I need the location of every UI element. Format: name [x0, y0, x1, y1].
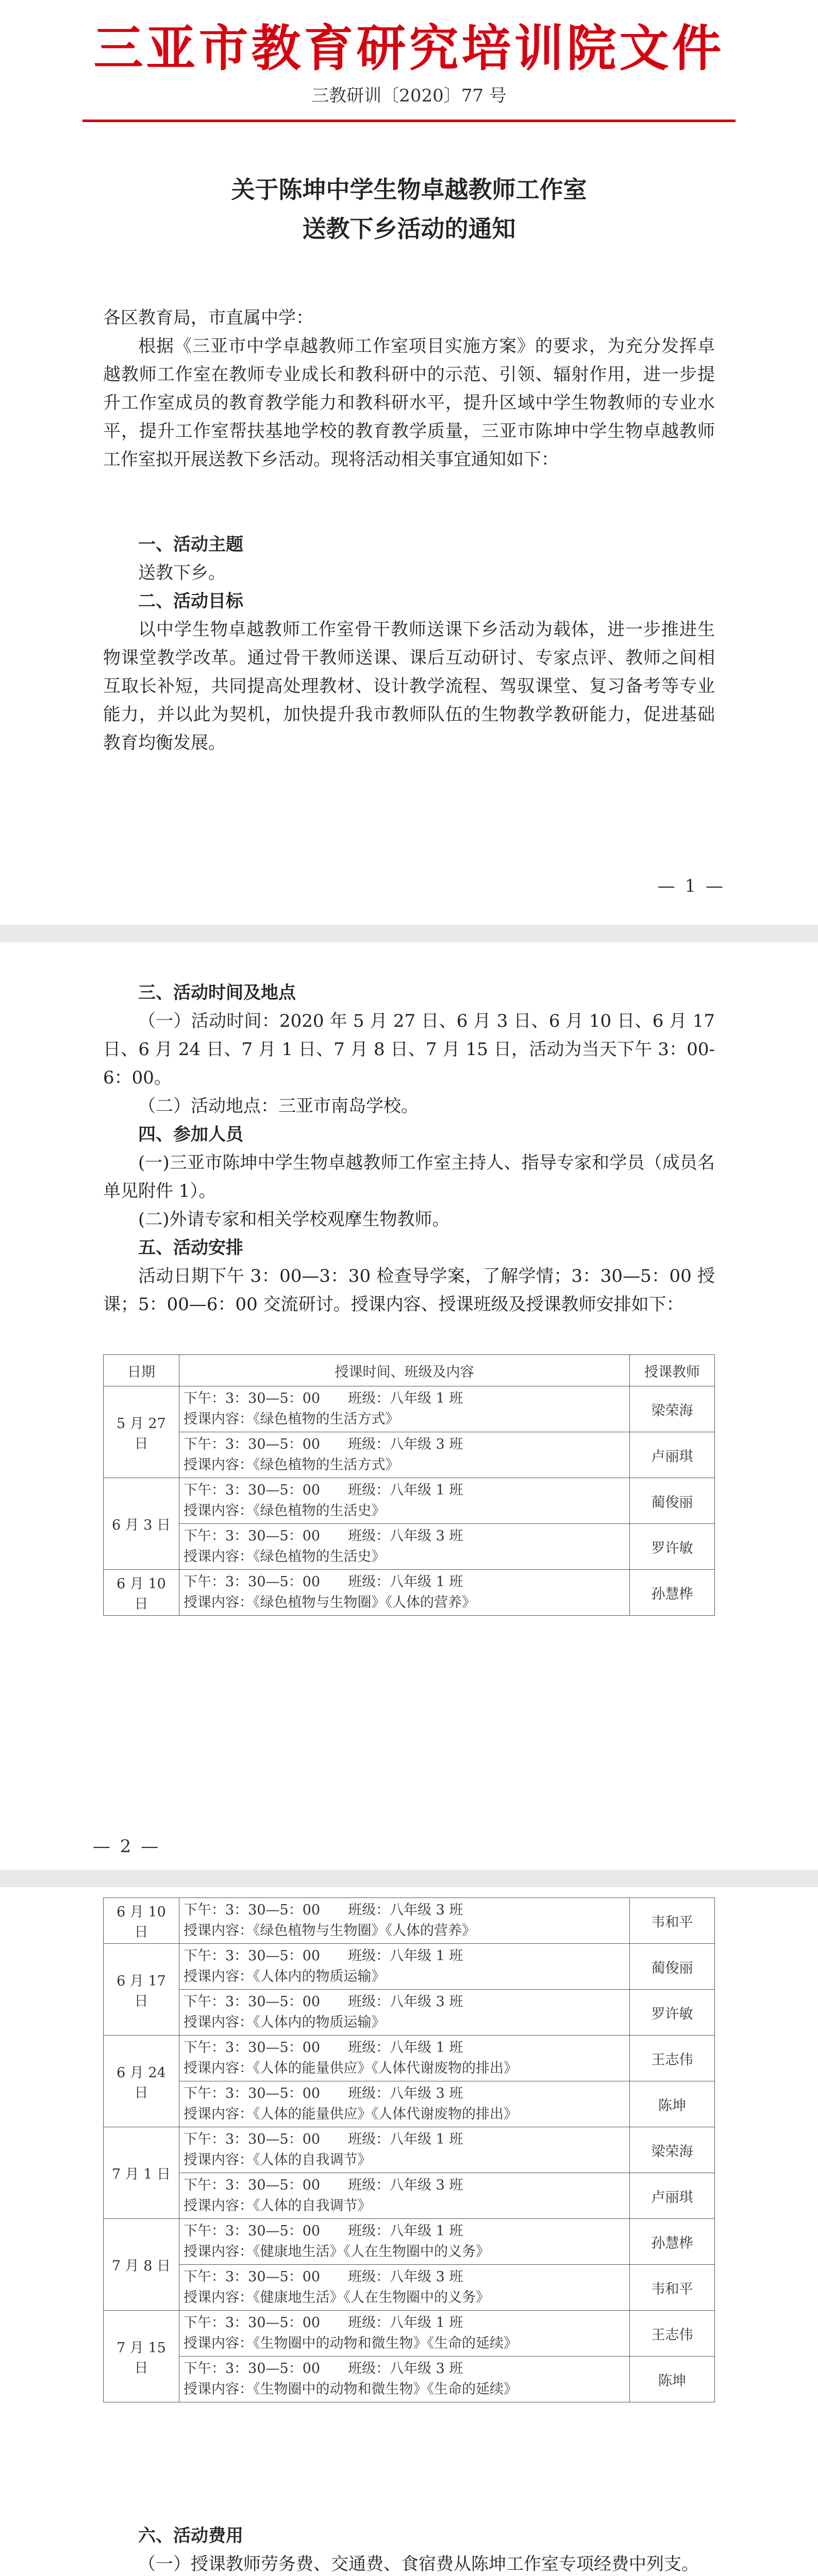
lesson-content: 授课内容：《人体内的物质运输》	[183, 2014, 386, 2030]
page-separator	[0, 925, 818, 942]
lesson-time-class: 下午：3：30—5：00 班级：八年级 1 班	[183, 2315, 463, 2331]
schedule-teacher-cell: 罗许敏	[630, 1990, 715, 2036]
schedule-teacher-cell: 梁荣海	[630, 1386, 715, 1432]
section-2-title: 二、活动目标	[138, 591, 243, 612]
lesson-content: 授课内容：《生物圈中的动物和微生物》《生命的延续》	[183, 2381, 517, 2397]
lesson-content: 授课内容：《绿色植物与生物圈》《人体的营养》	[183, 1595, 476, 1611]
lesson-time-class: 下午：3：30—5：00 班级：八年级 1 班	[183, 1482, 463, 1498]
schedule-teacher-cell: 韦和平	[630, 2265, 715, 2311]
lesson-content: 授课内容：《绿色植物的生活史》	[183, 1503, 386, 1519]
lesson-time-class: 下午：3：30—5：00 班级：八年级 1 班	[183, 2131, 463, 2147]
lesson-content: 授课内容：《生物圈中的动物和微生物》《生命的延续》	[183, 2335, 517, 2351]
table-row	[104, 2127, 715, 2173]
table-row	[104, 1898, 715, 1944]
page-2	[0, 942, 818, 1870]
schedule-lesson-cell	[179, 1478, 630, 1524]
col-header-lesson: 授课时间、班级及内容	[179, 1355, 630, 1386]
red-divider-line	[82, 120, 736, 122]
schedule-lesson-cell	[179, 1570, 630, 1616]
page-3	[0, 1887, 818, 2576]
lesson-content: 授课内容：《人体的能量供应》《人体代谢废物的排出》	[183, 2106, 517, 2122]
schedule-teacher-cell: 韦和平	[630, 1898, 715, 1944]
document-title-line1: 关于陈坤中学生物卓越教师工作室	[231, 176, 587, 204]
schedule-lesson-cell	[179, 2219, 630, 2265]
lesson-time-class: 下午：3：30—5：00 班级：八年级 3 班	[183, 1436, 463, 1452]
schedule-teacher-cell: 陈坤	[630, 2357, 715, 2402]
lesson-time-class: 下午：3：30—5：00 班级：八年级 1 班	[183, 2223, 463, 2239]
table-row	[104, 1524, 715, 1570]
schedule-lesson-cell	[179, 1990, 630, 2036]
table-header-row	[104, 1355, 715, 1386]
section-3-title: 三、活动时间及地点	[138, 982, 296, 1003]
table-row	[104, 2219, 715, 2265]
schedule-teacher-cell: 蔺俊丽	[630, 1944, 715, 1990]
section-4-p1: (一)三亚市陈坤中学生物卓越教师工作室主持人、指导专家和学员（成员名单见附件 1）。	[103, 1153, 715, 1201]
schedule-teacher-cell: 卢丽琪	[630, 2173, 715, 2219]
schedule-date-cell: 7 月 15 日	[104, 2311, 179, 2402]
lesson-time-class: 下午：3：30—5：00 班级：八年级 1 班	[183, 1391, 463, 1406]
section-4-title: 四、参加人员	[138, 1124, 243, 1145]
table-row	[104, 1386, 715, 1432]
lesson-content: 授课内容：《绿色植物的生活方式》	[183, 1411, 399, 1427]
document-number: 三教研训〔2020〕77 号	[311, 86, 507, 106]
table-row	[104, 2036, 715, 2081]
section-4-p2: (二)外请专家和相关学校观摩生物教师。	[138, 1209, 450, 1230]
lesson-time-class: 下午：3：30—5：00 班级：八年级 3 班	[183, 2177, 463, 2193]
schedule-date-cell: 7 月 1 日	[104, 2127, 179, 2219]
schedule-date-cell: 6 月 10 日	[104, 1898, 179, 1944]
lesson-time-class: 下午：3：30—5：00 班级：八年级 3 班	[183, 1994, 463, 2010]
schedule-lesson-cell	[179, 1898, 630, 1944]
table-row	[104, 2357, 715, 2402]
lesson-time-class: 下午：3：30—5：00 班级：八年级 3 班	[183, 2086, 463, 2102]
col-header-date: 日期	[104, 1355, 179, 1386]
section-6-title: 六、活动费用	[138, 2526, 243, 2546]
document-org-title: 三亚市教育研究培训院文件	[93, 19, 725, 77]
schedule-lesson-cell	[179, 2081, 630, 2127]
lesson-content: 授课内容：《健康地生活》《人在生物圈中的义务》	[183, 2244, 490, 2260]
lesson-time-class: 下午：3：30—5：00 班级：八年级 1 班	[183, 1574, 463, 1590]
lesson-content: 授课内容：《健康地生活》《人在生物圈中的义务》	[183, 2290, 490, 2306]
schedule-date-cell: 7 月 8 日	[104, 2219, 179, 2311]
schedule-teacher-cell: 罗许敏	[630, 1524, 715, 1570]
schedule-lesson-cell	[179, 2127, 630, 2173]
table-row	[104, 1432, 715, 1478]
table-row	[104, 1990, 715, 2036]
lesson-time-class: 下午：3：30—5：00 班级：八年级 1 班	[183, 2040, 463, 2056]
page-number-2: — 2 —	[93, 1836, 161, 1857]
table-row	[104, 2265, 715, 2311]
schedule-lesson-cell	[179, 2311, 630, 2357]
schedule-table-part2	[103, 1897, 715, 2402]
section-6-p1: （一）授课教师劳务费、交通费、食宿费从陈坤工作室专项经费中列支。	[138, 2554, 699, 2574]
schedule-date-cell: 6 月 10 日	[104, 1570, 179, 1616]
schedule-lesson-cell	[179, 2036, 630, 2081]
schedule-teacher-cell: 陈坤	[630, 2081, 715, 2127]
section-3-time: （一）活动时间：2020 年 5 月 27 日、6 月 3 日、6 月 10 日、6 月 17 日、6 月 24 日、7 月 1 日、7 月 8 日、7 月 15 日，活动为当天下午 3：00-6：00。	[103, 1011, 715, 1088]
schedule-teacher-cell: 蔺俊丽	[630, 1478, 715, 1524]
lesson-time-class: 下午：3：30—5：00 班级：八年级 3 班	[183, 1528, 463, 1544]
schedule-lesson-cell	[179, 2265, 630, 2311]
schedule-teacher-cell: 王志伟	[630, 2036, 715, 2081]
lesson-time-class: 下午：3：30—5：00 班级：八年级 1 班	[183, 1948, 463, 1964]
lesson-time-class: 下午：3：30—5：00 班级：八年级 3 班	[183, 2361, 463, 2377]
col-header-teacher: 授课教师	[630, 1355, 715, 1386]
schedule-lesson-cell	[179, 2357, 630, 2402]
schedule-date-cell: 6 月 24 日	[104, 2036, 179, 2127]
table-row	[104, 2311, 715, 2357]
page-1	[0, 0, 818, 925]
lesson-content: 授课内容：《人体的能量供应》《人体代谢废物的排出》	[183, 2060, 517, 2076]
section-1-title: 一、活动主题	[138, 534, 243, 555]
salutation: 各区教育局，市直属中学：	[103, 308, 313, 328]
section-5-body: 活动日期下午 3：00—3：30 检查导学案，了解学情；3：30—5：00 授课；5：00—6：00 交流研讨。授课内容、授课班级及授课教师安排如下：	[103, 1266, 715, 1315]
table-row	[104, 1944, 715, 1990]
schedule-lesson-cell	[179, 1944, 630, 1990]
lesson-content: 授课内容：《人体的自我调节》	[183, 2198, 372, 2214]
section-2-body: 以中学生物卓越教师工作室骨干教师送课下乡活动为载体，进一步推进生物课堂教学改革。通过骨干教师送课、课后互动研讨、专家点评、教师之间相互取长补短，共同提高处理教材、设计教学流程、驾驭课堂、复习备考等专业能力，并以此为契机，加快提升我市教师队伍的生物教学教研能力，促进基础教育均衡发展。	[103, 619, 715, 753]
section-5-title: 五、活动安排	[138, 1238, 243, 1258]
page-number-1: — 1 —	[657, 876, 725, 896]
schedule-date-cell: 5 月 27 日	[104, 1386, 179, 1478]
schedule-lesson-cell	[179, 2173, 630, 2219]
schedule-teacher-cell: 孙慧桦	[630, 2219, 715, 2265]
schedule-teacher-cell: 梁荣海	[630, 2127, 715, 2173]
schedule-teacher-cell: 卢丽琪	[630, 1432, 715, 1478]
table-row	[104, 1570, 715, 1616]
lesson-content: 授课内容：《人体的自我调节》	[183, 2152, 372, 2168]
schedule-table-part1	[103, 1354, 715, 1616]
schedule-teacher-cell: 王志伟	[630, 2311, 715, 2357]
lesson-content: 授课内容：《绿色植物与生物圈》《人体的营养》	[183, 1923, 476, 1939]
section-3-location: （二）活动地点：三亚市南岛学校。	[138, 1096, 419, 1116]
lesson-time-class: 下午：3：30—5：00 班级：八年级 3 班	[183, 1902, 463, 1918]
table-row	[104, 2173, 715, 2219]
schedule-lesson-cell	[179, 1432, 630, 1478]
lesson-content: 授课内容：《绿色植物的生活方式》	[183, 1457, 399, 1473]
document-title-line2: 送教下乡活动的通知	[302, 215, 516, 243]
section-1-body: 送教下乡。	[138, 563, 226, 583]
schedule-lesson-cell	[179, 1386, 630, 1432]
lesson-content: 授课内容：《人体内的物质运输》	[183, 1969, 386, 1985]
table-row	[104, 2081, 715, 2127]
lesson-time-class: 下午：3：30—5：00 班级：八年级 3 班	[183, 2269, 463, 2285]
intro-paragraph: 根据《三亚市中学卓越教师工作室项目实施方案》的要求，为充分发挥卓越教师工作室在教师专业成长和教科研中的示范、引领、辐射作用，进一步提升工作室成员的教育教学能力和教科研水平，提升区域中学生物教师的专业水平，提升工作室帮扶基地学校的教育教学质量，三亚市陈坤中学生物卓越教师工作室拟开展送教下乡活动。现将活动相关事宜通知如下：	[103, 336, 715, 470]
schedule-date-cell: 6 月 17 日	[104, 1944, 179, 2036]
page-separator	[0, 1870, 818, 1887]
table-row	[104, 1478, 715, 1524]
schedule-teacher-cell: 孙慧桦	[630, 1570, 715, 1616]
schedule-lesson-cell	[179, 1524, 630, 1570]
lesson-content: 授课内容：《绿色植物的生活史》	[183, 1549, 386, 1565]
schedule-date-cell: 6 月 3 日	[104, 1478, 179, 1570]
